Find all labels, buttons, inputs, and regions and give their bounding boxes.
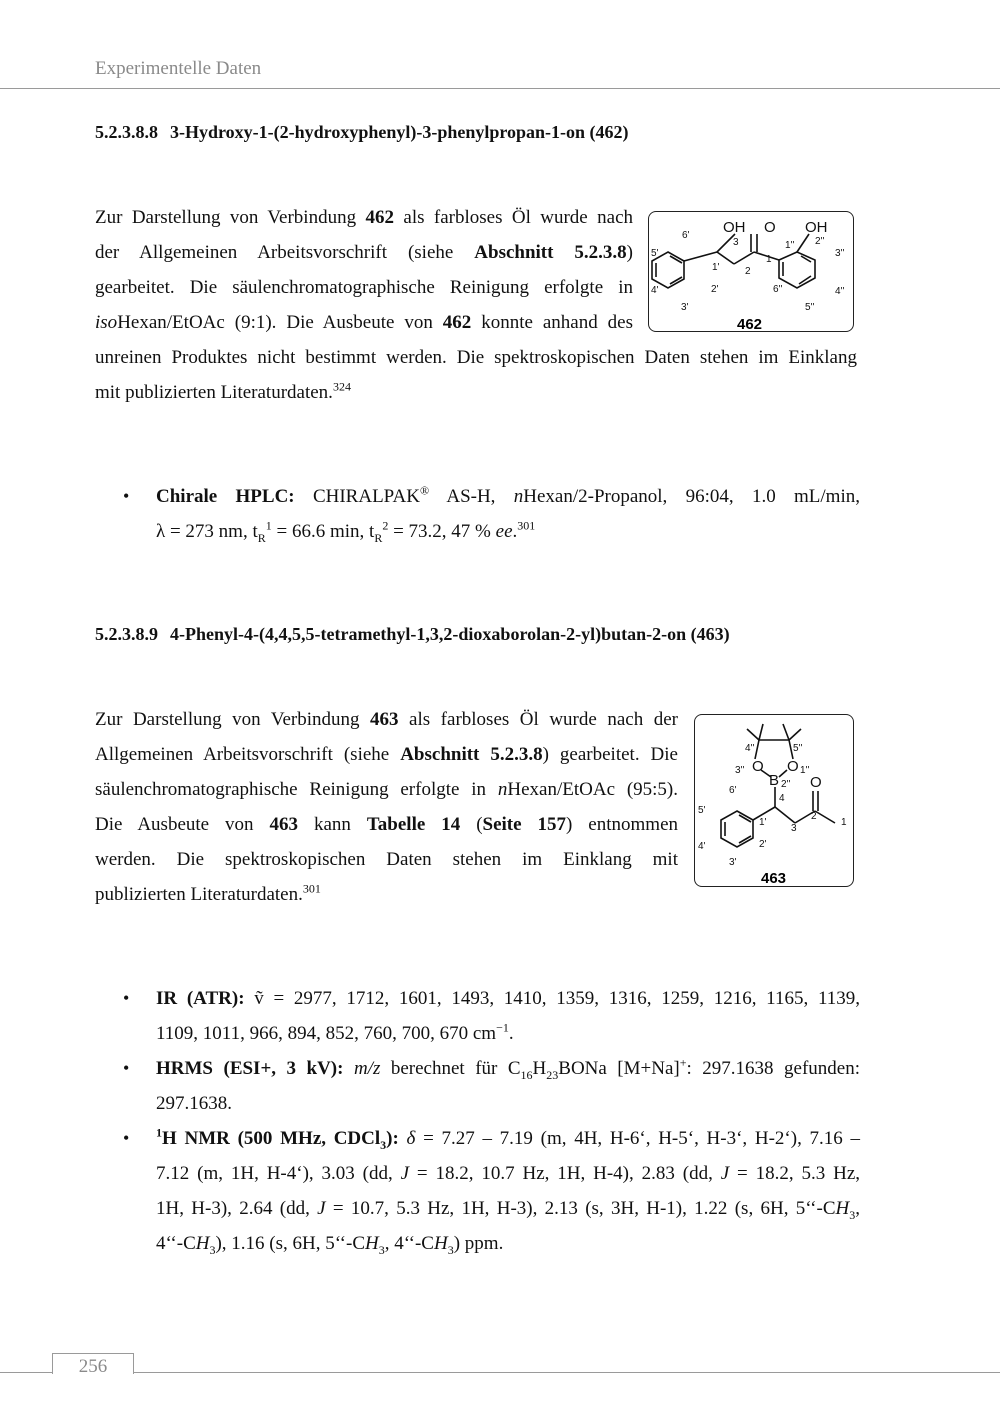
struct-label: 4'' [835,286,845,297]
text-line: • Chirale HPLC: CHIRALPAK® AS-H, nHexan/2-Propanol, 96:04, 1.0 mL/min, [156,483,860,507]
paragraph-462-top [95,200,633,340]
struct-label: 5' [698,805,706,816]
struct-label: 2 [745,266,751,277]
text-line: 297.1638. [156,1093,232,1114]
struct-label: 1' [712,262,720,273]
section-title: 3-Hydroxy-1-(2-hydroxyphenyl)-3-phenylpropan-1-on (462) [170,122,629,142]
struct-label: 3'' [735,765,745,776]
text-line: • $^1$H NMR (500 MHz, CDCl$_3$): δ = 7.27 – 7.19 (m, 4H, H-6‘, H-5‘, H-3‘, H-2‘), 7.16 – [156,1125,861,1152]
nmr-item [120,1121,860,1261]
struct-label: 1'' [800,765,810,776]
struct-label: 4 [779,793,785,804]
struct-label: 2' [759,839,767,850]
structure-462-drawing [649,212,853,331]
struct-label: 3 [791,823,797,834]
text-line: Zur Darstellung von Verbindung 463 als farbloses Öl wurde nach der [95,709,678,730]
structure-462 [648,211,854,332]
struct-label: 2' [711,284,719,295]
section-heading-463 [95,624,742,645]
struct-label: 1'' [785,240,795,251]
ir-item [120,981,860,1051]
text-line: • HRMS (ESI+, 3 kV): m/z berechnet für $C_{16}H_{23}BONa$ [M+Na]+: 297.1638 gefunden: [156,1055,861,1082]
text-line: werden. Die spektroskopischen Daten stehen im Einklang mit [95,849,678,870]
struct-label: 5' [651,248,659,259]
hplc-list [120,479,860,549]
compound-label: 462 [737,316,763,331]
citation: 324 [332,379,351,394]
struct-label: 2'' [815,236,825,247]
struct-label: 6'' [773,284,783,295]
struct-label: 3'' [835,248,845,259]
section-title: 4-Phenyl-4-(4,4,5,5-tetramethyl-1,3,2-dioxaborolan-2-yl)butan-2-on (463) [170,624,730,644]
struct-label: 6' [729,785,737,796]
text-line: isoHexan/EtOAc (9:1). Die Ausbeute von 462 konnte anhand des [95,312,633,333]
section-heading-462 [95,122,641,143]
struct-label: 5'' [793,743,803,754]
text-line: Die Ausbeute von 463 kann Tabelle 14 (Seite 157) entnommen [95,814,678,835]
hplc-item [120,479,860,549]
text-line: der Allgemeinen Arbeitsvorschrift (siehe Abschnitt 5.2.3.8) [95,242,633,263]
text-line: gearbeitet. Die säulenchromatographische Reinigung erfolgte in [95,277,633,298]
struct-label: 3' [681,302,689,313]
text-line: 1H, H-3), 2.64 (dd, J = 10.7, 5.3 Hz, 1H, H-3), 2.13 (s, 3H, H-1), 1.22 (s, 6H, $5‘‘-CH_3$, [156,1198,860,1222]
paragraph-462-bottom [95,340,857,410]
spectral-data-list [120,981,860,1261]
footer-rule [0,1372,1000,1373]
struct-label: 2'' [781,779,791,790]
hrms-item [120,1051,860,1121]
struct-label: B [769,772,780,789]
text-line: Zur Darstellung von Verbindung 462 als farbloses Öl wurde nach [95,207,634,228]
paragraph-463 [95,702,678,912]
text-line: 7.12 (m, 1H, H-4‘), 3.03 (dd, J = 18.2, 10.7 Hz, 1H, H-4), 2.83 (dd, J = 18.2, 5.3 Hz, [156,1163,861,1184]
struct-label: OH [723,219,746,236]
struct-label: OH [805,219,828,236]
text-line: • IR (ATR): ṽ = 2977, 1712, 1601, 1493, 1410, 1359, 1316, 1259, 1216, 1165, 1139, [156,988,860,1009]
struct-label: 4'' [745,743,755,754]
struct-label: 6' [682,230,690,241]
struct-label: 4' [651,285,659,296]
text-line: Allgemeinen Arbeitsvorschrift (siehe Abschnitt 5.2.3.8) gearbeitet. Die [95,744,678,765]
section-number: 5.2.3.8.9 [95,624,158,644]
struct-label: 1 [766,254,772,265]
struct-label: 5'' [805,302,815,313]
page-number: 256 [52,1353,134,1374]
struct-label: O [787,758,799,775]
struct-label: O [752,758,764,775]
struct-label: 1 [841,817,847,828]
text-line: $4‘‘-CH_3$), 1.16 (s, 6H, $5‘‘-CH_3$, $4‘‘-CH_3$) ppm. [156,1233,504,1257]
text-line: λ = 273 nm, $t_R^1 = 66.6$ min, $t_R^2 = 73.2$, 47 % ee.$^{301}$ [156,518,536,545]
text-line: unreinen Produktes nicht bestimmt werden. Die spektroskopischen Daten stehen im Einklang [95,347,857,368]
structure-463-drawing [695,715,853,886]
structure-463 [694,714,854,887]
struct-label: 1' [759,817,767,828]
struct-label: O [810,774,822,791]
text-line: säulenchromatographische Reinigung erfolgte in nHexan/EtOAc (95:5). [95,779,678,800]
text-line: publizierten Literaturdaten.$^{301}$ [95,881,321,905]
citation: 301 [302,881,321,896]
text-line: mit publizierten Literaturdaten.$^{324}$ [95,379,351,403]
struct-label: 3' [729,857,737,868]
header-rule [0,88,1000,89]
struct-label: 3 [733,237,739,248]
section-number: 5.2.3.8.8 [95,122,158,142]
text-line: 1109, 1011, 966, 894, 852, 760, 700, 670 $cm^{-1}$. [156,1020,514,1044]
struct-label: 4' [698,841,706,852]
struct-label: 2 [811,811,817,822]
struct-label: O [764,219,776,236]
compound-label: 463 [761,870,787,886]
running-head: Experimentelle Daten [95,58,262,79]
